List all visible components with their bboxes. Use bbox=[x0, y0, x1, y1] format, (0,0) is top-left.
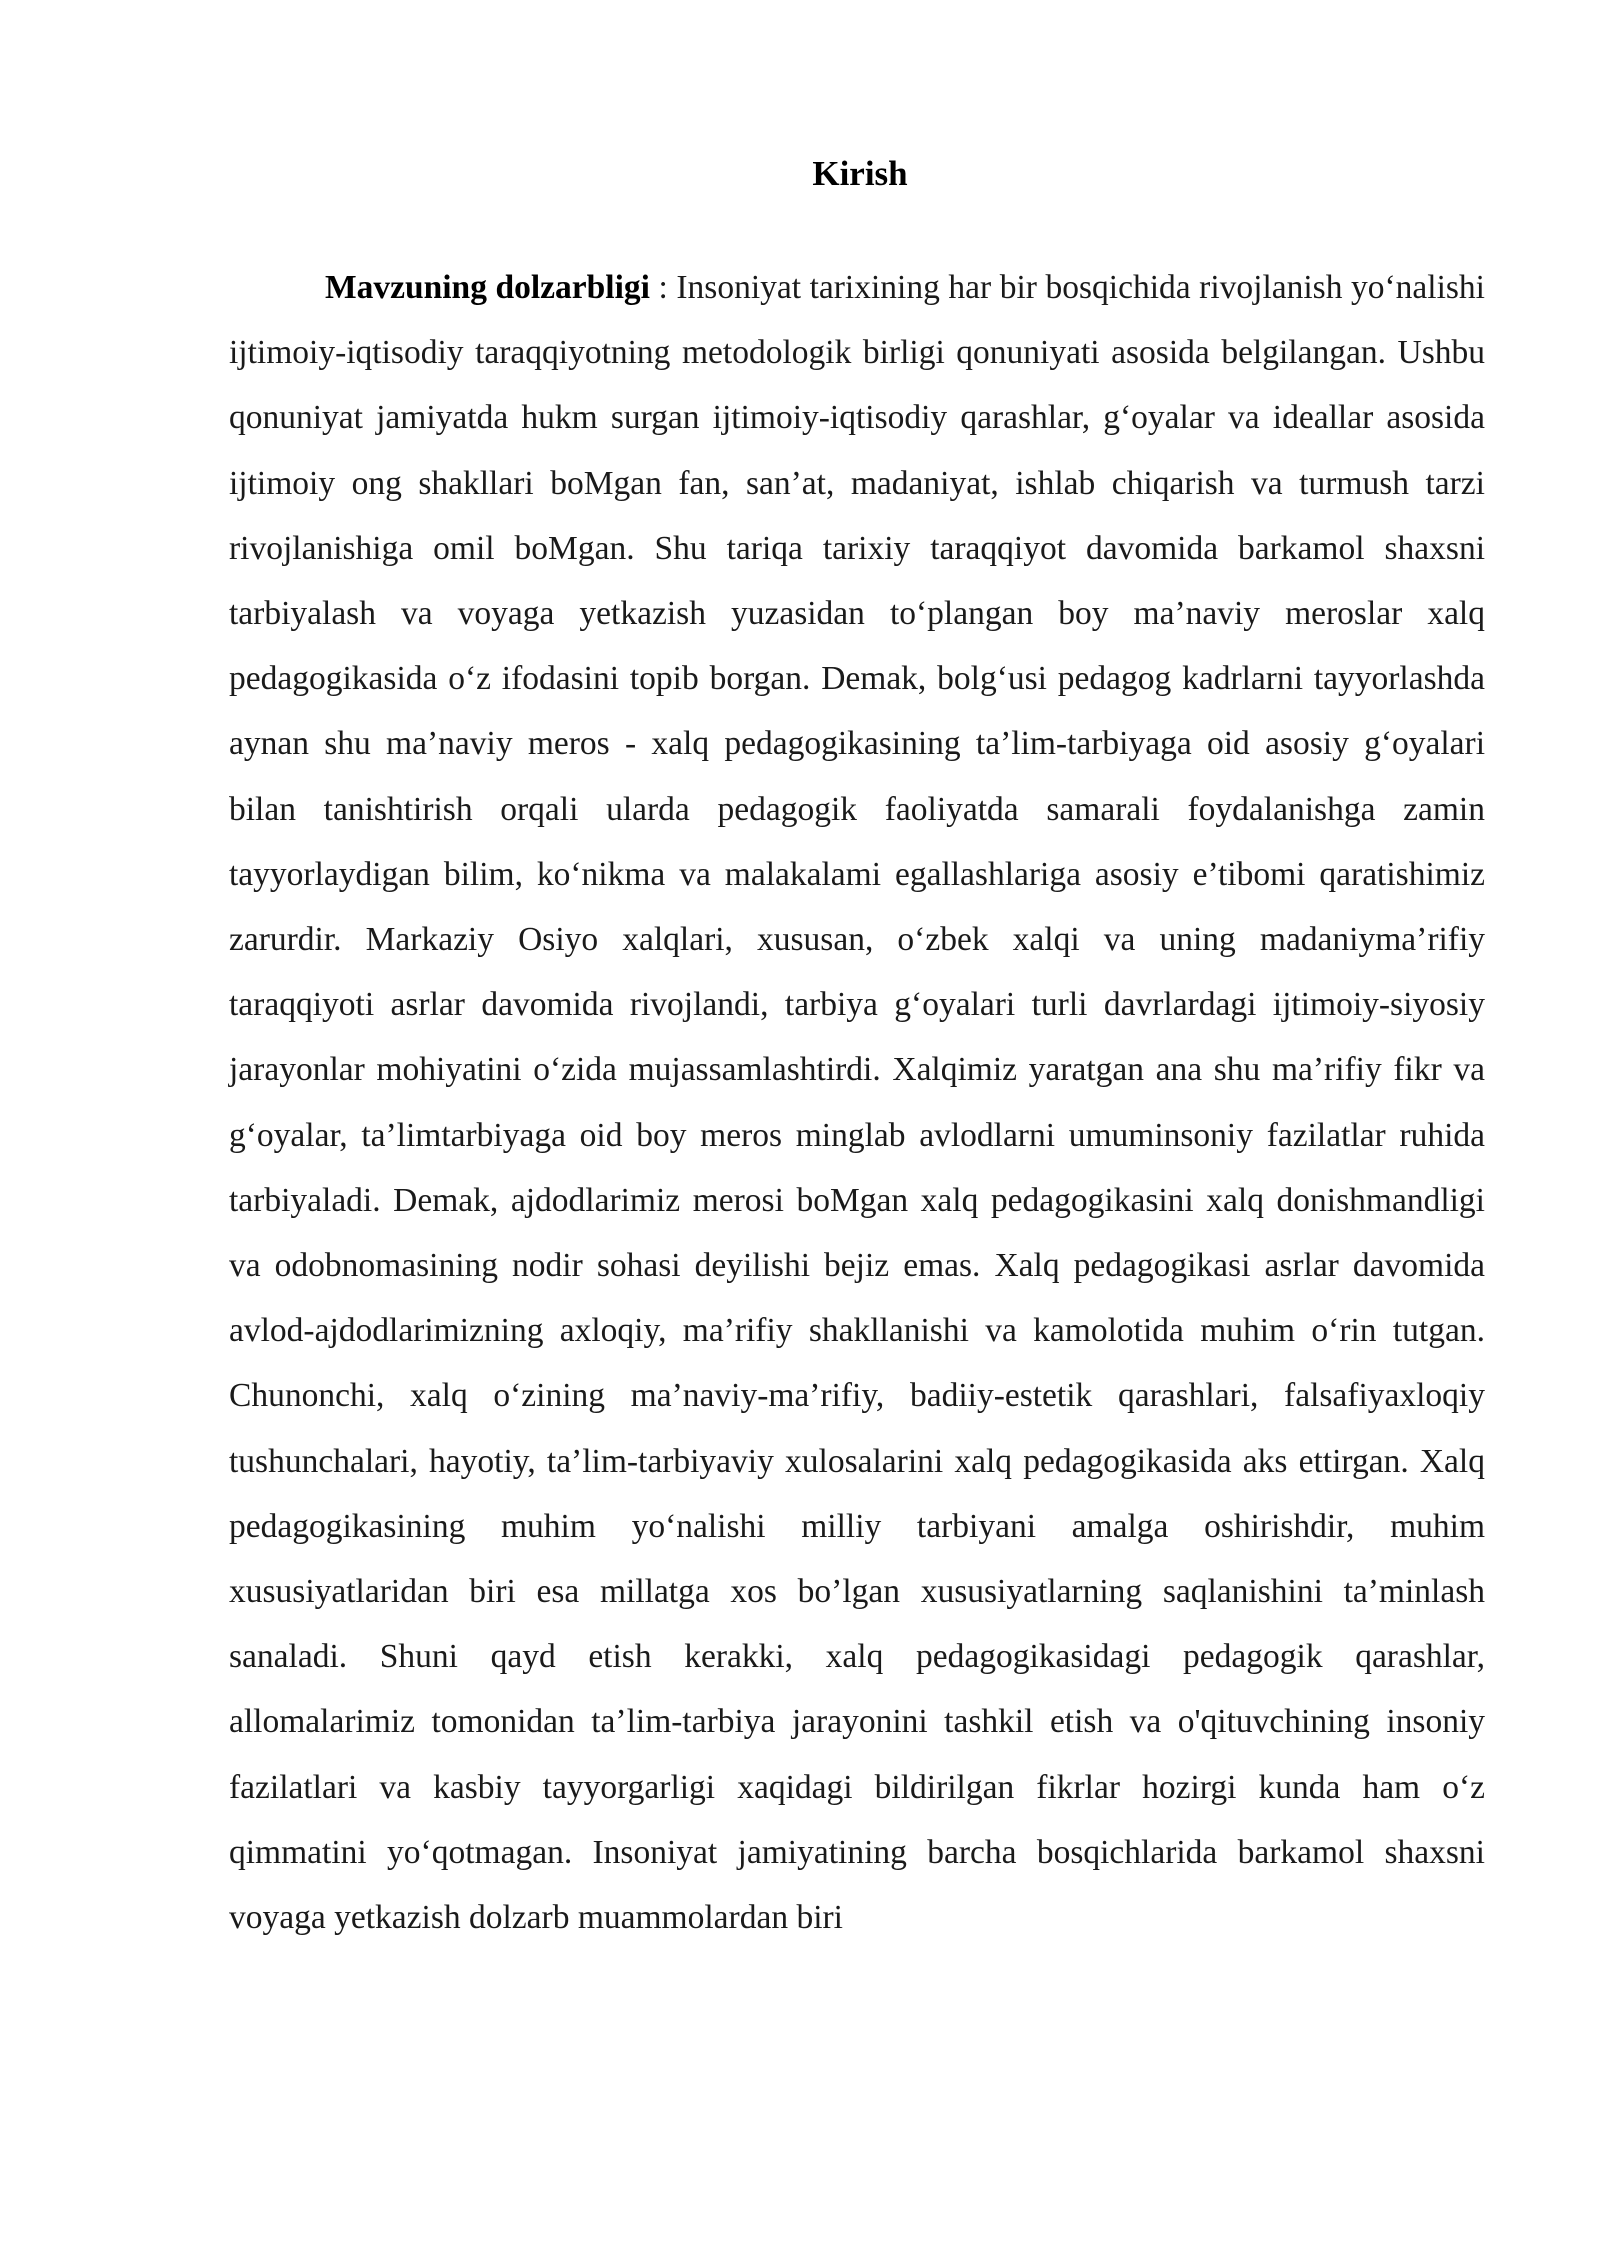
paragraph-lead: Mavzuning dolzarbligi bbox=[325, 269, 650, 306]
paragraph-text: Insoniyat tarixining har bir bosqichida rivojlanish yo‘nalishi ijtimoiy-iqtisodiy taraqqiyotning metodologik birligi qonuniyati asosida belgilangan. Ushbu qonuniyat jamiyatda hukm surgan ijtimoiy-iqtisodiy qarashlar, g‘oyalar va ideallar asosida ijtimoiy ong shakllari boMgan fan, san’at, madaniyat, ishlab chiqarish va turmush tarzi rivojlanishiga omil boMgan. Shu tariqa tarixiy taraqqiyot davomida barkamol shaxsni tarbiyalash va voyaga yetkazish yuzasidan to‘plangan boy ma’naviy meroslar xalq pedagogikasida o‘z ifodasini topib borgan. Demak, bolg‘usi pedagog kadrlarni tayyorlashda aynan shu ma’naviy meros - xalq pedagogikasining ta’lim-tarbiyaga oid asosiy g‘oyalari bilan tanishtirish orqali ularda pedagogik faoliyatda samarali foydalanishga zamin tayyorlaydigan bilim, ko‘nikma va malakalami egallashlariga asosiy e’tibomi qaratishimiz zarurdir. Markaziy Osiyo xalqlari, xususan, o‘zbek xalqi va uning madaniyma’rifiy taraqqiyoti asrlar davomida rivojlandi, tarbiya g‘oyalari turli davrlardagi ijtimoiy-siyosiy jarayonlar mohiyatini o‘zida mujassamlashtirdi. Xalqimiz yaratgan ana shu ma’rifiy fikr va g‘oyalar, ta’limtarbiyaga oid boy meros minglab avlodlarni umuminsoniy fazilatlar ruhida tarbiyaladi. Demak, ajdodlarimiz merosi boMgan xalq pedagogikasini xalq donishmandligi va odobnomasining nodir sohasi deyilishi bejiz emas. Xalq pedagogikasi asrlar davomida avlod-ajdodlarimizning axloqiy, ma’rifiy shakllanishi va kamolotida muhim o‘rin tutgan. Chunonchi, xalq o‘zining ma’naviy-ma’rifiy, badiiy-estetik qarashlari, falsafiyaxloqiy tushunchalari, hayotiy, ta’lim-tarbiyaviy xulosalarini xalq pedagogikasida aks ettirgan. Xalq pedagogikasining muhim yo‘nalishi milliy tarbiyani amalga oshirishdir, muhim xususiyatlaridan biri esa millatga xos bo’lgan xususiyatlarning saqlanishini ta’minlash sanaladi. Shuni qayd etish kerakki, xalq pedagogikasidagi pedagogik qarashlar, allomalarimiz tomonidan ta’lim-tarbiya jarayonini tashkil etish va o'qituvchining insoniy fazilatlari va kasbiy tayyorgarligi xaqidagi bildirilgan fikrlar hozirgi kunda ham o‘z qimmatini yo‘qotmagan. Insoniyat jamiyatining barcha bosqichlarida barkamol shaxsni voyaga yetkazish dolzarb muammolardan biri bbox=[229, 269, 1485, 1937]
page-title: Kirish bbox=[812, 154, 908, 193]
body-paragraph bbox=[229, 255, 1485, 1950]
lead-separator: : bbox=[649, 269, 677, 306]
